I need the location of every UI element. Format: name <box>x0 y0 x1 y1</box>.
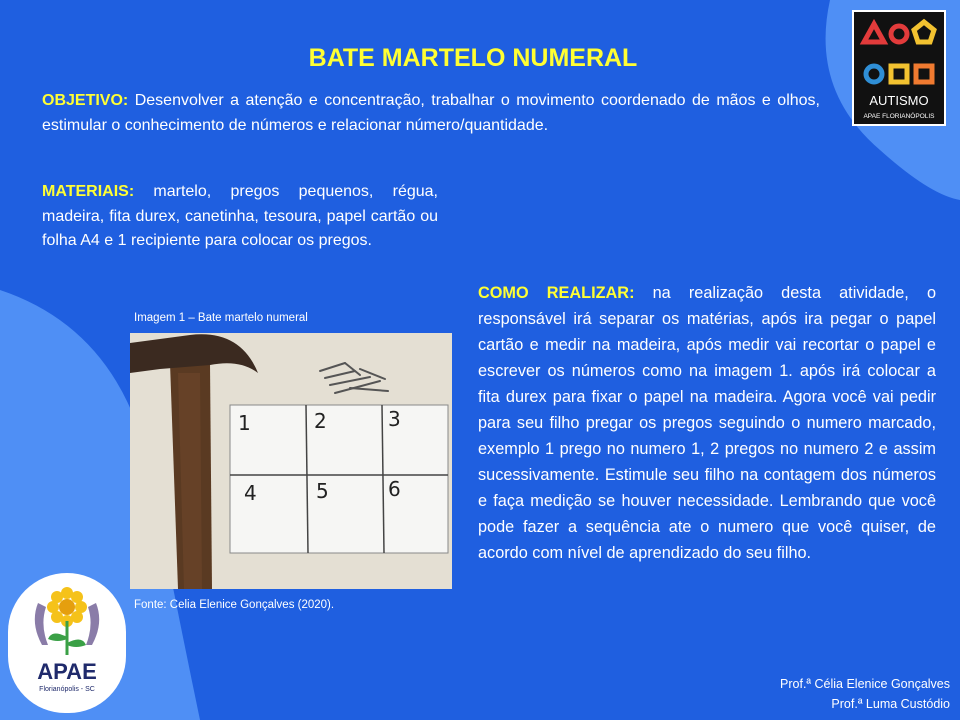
materials-paragraph <box>42 180 438 254</box>
apae-logo-text: APAE <box>37 659 97 684</box>
how-to-paragraph <box>478 280 936 566</box>
how-to-text: na realização desta atividade, o responsável irá separar os matérias, após ira pegar o papel cartão e medir na madeira, após medir vai recortar o papel e escrever os números como na imagem 1. após irá colocar a fita durex para fixar o papel na madeira. Agora você vai pedir para seu filho pregar os pregos seguindo o numero marcado, exemplo 1 prego no numero 1, 2 pregos no numero 2 e assim sucessivamente. Estimule seu filho na contagem dos números e faça medição se houver necessidade. Lembrando que você pode fazer a sequência ate o numero que você quiser, de acordo com nível de aprendizado do seu filho. <box>478 284 936 562</box>
credit-line: Prof.ª Célia Elenice Gonçalves <box>780 677 950 691</box>
grid-number-3: 3 <box>388 407 401 431</box>
grid-number-1: 1 <box>238 411 251 435</box>
image-source: Fonte: Celia Elenice Gonçalves (2020). <box>134 599 335 611</box>
image-caption: Imagem 1 – Bate martelo numeral <box>134 312 308 324</box>
materials-label: MATERIAIS: <box>42 183 135 200</box>
grid-number-4: 4 <box>244 481 257 505</box>
how-to-label: COMO REALIZAR: <box>478 284 635 302</box>
grid-number-6: 6 <box>388 477 401 501</box>
grid-number-2: 2 <box>314 409 327 433</box>
objective-label: OBJETIVO: <box>42 92 129 109</box>
objective-text: Desenvolver a atenção e concentração, trabalhar o movimento coordenado de mãos e olhos, estimular o conhecimento de números e relacionar número/quantidade. <box>42 92 820 134</box>
credits <box>780 674 950 714</box>
materials-text: martelo, pregos pequenos, régua, madeira, fita durex, canetinha, tesoura, papel cartão ou folha A4 e 1 recipiente para colocar os pregos. <box>42 183 438 249</box>
credit-line: Prof.ª Luma Custódio <box>831 697 950 711</box>
autismo-logo-text: AUTISMO <box>869 93 929 108</box>
objective-paragraph <box>42 89 820 138</box>
autismo-logo-subtext: APAE FLORIANÓPOLIS <box>863 113 935 120</box>
autismo-logo <box>852 10 946 126</box>
activity-photo <box>130 333 452 589</box>
page-title: BATE MARTELO NUMERAL <box>308 44 638 72</box>
apae-logo-subtext: Florianópolis - SC <box>39 686 95 693</box>
apae-logo <box>8 573 126 713</box>
grid-number-5: 5 <box>316 479 329 503</box>
